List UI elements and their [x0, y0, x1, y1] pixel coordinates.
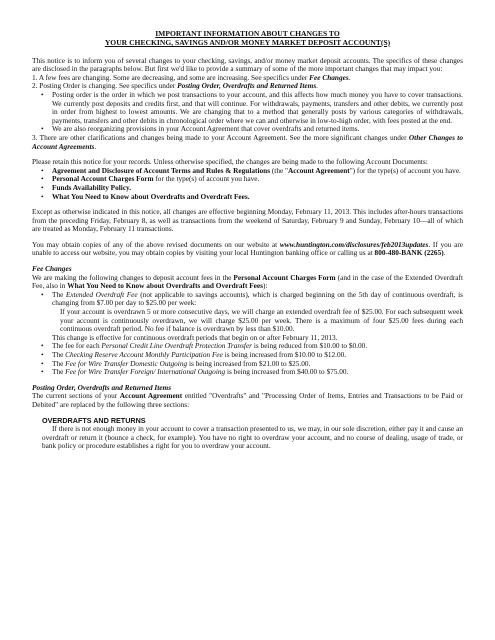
summary-item-3-ref: Other Changes to Account Agreements: [32, 132, 463, 151]
summary-item-2-ref: Posting Order, Overdrafts and Returned Items: [177, 81, 317, 91]
summary-item-2: 2. Posting Order is changing. See specifics under Posting Order, Overdrafts and Returned Items.: [32, 81, 318, 91]
posting-order-heading: Posting Order, Overdrafts and Returned Items: [32, 382, 172, 392]
document-title: [32, 30, 463, 48]
summary-item-1: 1. A few fees are changing. Some are decreasing, and some are increasing. See specifics under Fee Changes.: [32, 72, 351, 82]
effective-date-paragraph: Except as otherwise indicated in this notice, all changes are effective beginning Monday, February 11, 2013. This includes after-hours transactions from the preceding Friday, February 8, as well as transactions from the weekend of Saturday, February 9 and Sunday, February 10—all of which are treated as Monday, February 11 transactions.: [32, 207, 463, 234]
disclosures-link[interactable]: www.huntington.com/disclosures/feb2013updates: [279, 239, 429, 249]
document-item-funds-availability: • Funds Availability Policy.: [32, 184, 463, 193]
posting-order-paragraph: The current sections of your Account Agreement entitled "Overdrafts" and "Processing Order of Items, Entries and Transactions to be Paid or Debited" are replaced by the following three sections:: [32, 391, 463, 409]
fee-item-credit-line: • The fee for each Personal Credit Line Overdraft Protection Transfer is being reduced from $10.00 to $0.00.: [32, 342, 463, 351]
fee-item-wire-foreign: • The Fee for Wire Transfer Foreign/ International Outgoing is being increased from $40.00 to $75.00.: [32, 368, 463, 377]
reorganizing-bullet: • We are also reorganizing provisions in your Account Agreement that cover overdrafts and returned items.: [32, 125, 463, 134]
fee-item-checking-reserve: • The Checking Reserve Account Monthly Participation Fee is being increased from $10.00 to $12.00.: [32, 351, 463, 360]
fee-changes-paragraph: We are making the following changes to deposit account fees in the Personal Account Charges Form (and in the case of the Extended Overdraft Fee, also in What You Need to Know about Overdrafts and Overdraft Fees):: [32, 272, 463, 291]
fee-item-extended-overdraft-note: This change is effective for continuous overdraft periods that begin on or after February 11, 2013.: [52, 332, 338, 342]
document-item-overdrafts: • What You Need to Know about Overdrafts and Overdraft Fees.: [32, 193, 463, 202]
document-item-charges-form: • Personal Account Charges Form for the type(s) of account you have.: [32, 175, 463, 184]
summary-item-3: 3. There are other clarifications and changes being made to your Account Agreement. See the more significant changes under Other Changes to Account Agreements.: [32, 132, 463, 151]
copies-paragraph: You may obtain copies of any of the above revised documents on our website at www.huntington.com/disclosures/feb2013updates. If you are unable to access our website, you may obtain copies by visiting your local Huntington banking office or calling us at 800-480-BANK (2265).: [32, 239, 463, 258]
summary-item-1-ref: Fee Changes: [309, 72, 349, 82]
posting-order-bullet: • Posting order is the order in which we post transactions to your account, and this affects how much money you have to cover transactions. We currently post deposits and credits first, and that will continue. For withdrawals, payments, transfers and other debits, we currently post in order from highest to lowest amounts. We are changing that to a method that generally posts by various categories of withdrawals, payments, transfers and other debits in chronological order where we can and otherwise in low-to-high order, with fees posted at the end.: [32, 91, 463, 125]
overdrafts-paragraph: If there is not enough money in your account to cover a transaction presented to us, we may, in our sole discretion, either pay it and cause an overdraft or return it (bounce a check, for example). You have no right to overdraw your account, and no course of dealing, usage of trade, or bank policy or procedure establishes a right for you to overdraw your account.: [42, 424, 463, 451]
phone-number: 800-480-BANK (2265): [374, 248, 444, 258]
fee-item-extended-overdraft: • The Extended Overdraft Fee (not applicable to savings accounts), which is charged beginning on the 5th day of continuous overdraft, is changing from $7.00 per day to $25.00 per week:: [32, 291, 463, 308]
retain-paragraph: Please retain this notice for your records. Unless otherwise specified, the changes are being made to the following Account Documents:: [32, 157, 428, 167]
document-item-agreement: • Agreement and Disclosure of Account Terms and Rules & Regulations (the "Account Agreement") for the type(s) of account you have.: [32, 167, 463, 176]
fee-item-wire-domestic: • The Fee for Wire Transfer Domestic Outgoing is being increased from $21.00 to $25.00.: [32, 360, 463, 369]
fee-changes-heading: Fee Changes: [32, 264, 72, 274]
title-line-1: IMPORTANT INFORMATION ABOUT CHANGES TO: [155, 29, 340, 38]
overdrafts-heading: OVERDRAFTS AND RETURNS: [42, 415, 146, 425]
title-line-2: YOUR CHECKING, SAVINGS AND/OR MONEY MARKET DEPOSIT ACCOUNT(S): [104, 37, 391, 47]
fee-item-extended-overdraft-detail: If your account is overdrawn 5 or more consecutive days, we will charge an extended overdraft fee of $25.00. For each subsequent week your account is continuously overdrawn, we will charge $25.00 per week. There is a maximum of four $25.00 fees during each continuous overdraft period. No fee if balance is overdrawn by less than $10.00.: [60, 307, 463, 334]
intro-paragraph: This notice is to inform you of several changes to your checking, savings, and/or money market deposit accounts. The specifics of these changes are disclosed in the paragraphs below. But first we'd like to provide a summary of some of the more important changes that may impact you:: [32, 55, 463, 74]
